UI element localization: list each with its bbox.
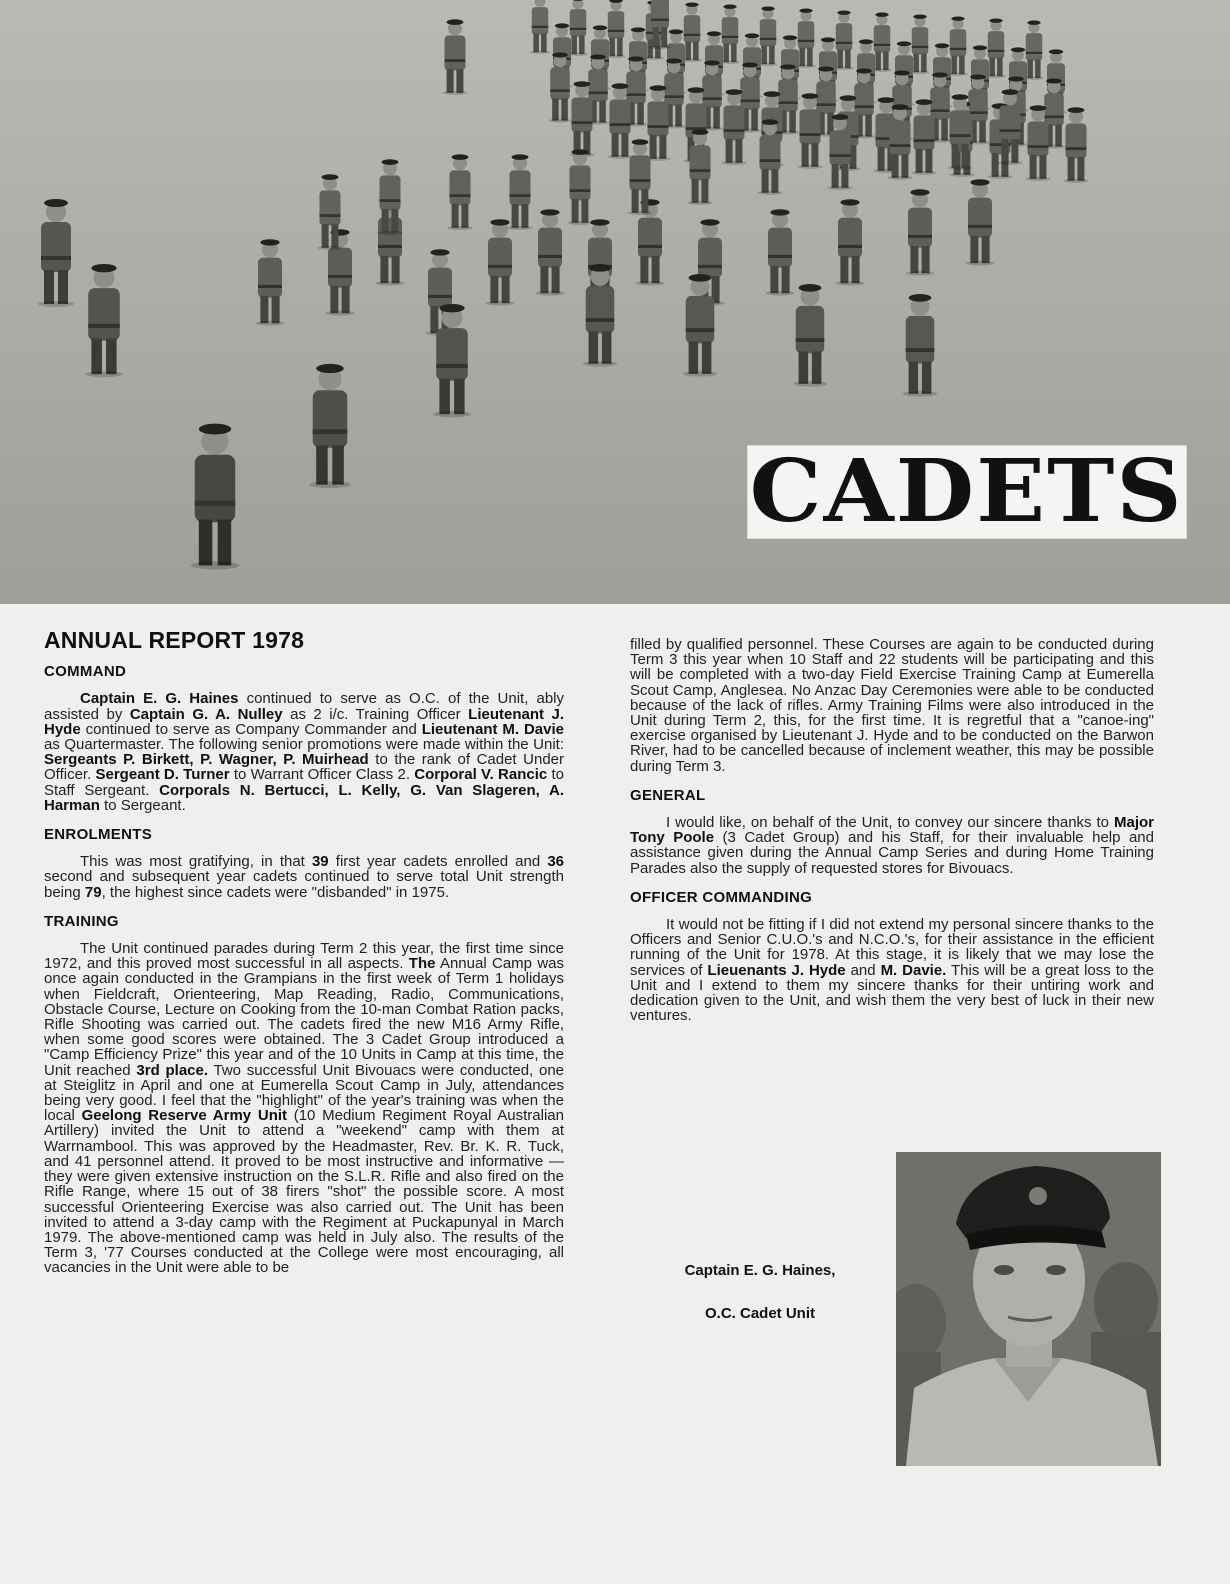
bold-run: M. Davie.: [880, 961, 947, 979]
bold-run: Sergeant D. Turner: [95, 766, 230, 784]
text-run: (10 Medium Regiment Royal Australian Artillery) invited the Unit to attend a "weekend" camp with them at Warrnambool. This was approved by the Headmaster, Rev. Br. K. R. Tuck, and 41 personnel attend. It proved to be most instructive and informative — they were given extensive instruction on the S.L.R. Rifle and also fired on the Rifle Range, where 15 out of 38 firers "shot" the possible score. A most successful Orienteering Exercise was also carried out. The Unit has been invited to attend a 3-day camp with the Regiment at Puckapunyal in March 1979. The above-mentioned camp was held in July also. The results of the Term 3, '77 Courses conducted at the College were most encouraging, all vacancies in the Unit were able to be: [44, 1107, 564, 1277]
text-run: first year cadets enrolled and: [328, 853, 548, 871]
text-run: This was most gratifying, in that: [80, 853, 312, 871]
bold-run: 79: [84, 883, 102, 901]
text-run: to Staff Sergeant.: [44, 766, 565, 799]
training-continued-paragraph: [630, 637, 1154, 774]
bold-run: The: [408, 955, 436, 973]
portrait-caption: [640, 1262, 880, 1348]
text-run: to Sergeant.: [99, 796, 186, 814]
enrolments-heading: ENROLMENTS: [44, 826, 152, 844]
cadets-title-card: [748, 441, 1186, 542]
text-run: second and subsequent year cadets continued to serve total Unit strength being: [44, 868, 564, 901]
bold-run: Geelong Reserve Army Unit: [81, 1107, 288, 1125]
bold-run: Captain E. G. Haines: [80, 690, 239, 708]
officer-commanding-paragraph: [630, 917, 1154, 1023]
bold-run: Corporal V. Rancic: [414, 766, 548, 784]
text-run: The Unit continued parades during Term 2 this year, the first time since 1972, and this proved most successful in all aspects.: [44, 940, 564, 973]
bold-run: Lieutenant J. Hyde: [44, 705, 564, 738]
text-run: This will be a great loss to the Unit and I extend to them my sincere thanks for their untiring work and dedication given to the Unit, and wish them the very best of luck in their new ventures.: [630, 961, 1154, 1025]
officer-commanding-heading: OFFICER COMMANDING: [630, 888, 813, 906]
bold-run: Major Tony Poole: [630, 814, 1154, 847]
text-run: as 2 i/c. Training Officer: [282, 705, 469, 723]
bold-run: Sergeants P. Birkett, P. Wagner, P. Muirhead: [44, 751, 369, 769]
text-run: to Warrant Officer Class 2.: [229, 766, 415, 784]
bold-run: Lieuenants J. Hyde: [707, 961, 846, 979]
training-heading: TRAINING: [44, 912, 119, 930]
bold-run: 39: [311, 853, 329, 871]
text-run: Two successful Unit Bivouacs were conducted, one at Steiglitz in April and one at Eumerella Scout Camp in July, attendances being very good. I feel that the "highlight" of the year's training was when the local: [44, 1061, 565, 1125]
general-paragraph: [630, 815, 1154, 876]
report-heading: ANNUAL REPORT 1978: [44, 627, 305, 653]
text-run: It would not be fitting if I did not extend my personal sincere thanks to the Officers and Senior C.U.O.'s and N.C.O.'s, for their assistance in the efficient running of the Unit for 1978. At this stage, it is likely that we may lose the services of: [630, 916, 1154, 979]
text-run: continued to serve as O.C. of the Unit, ably assisted by: [44, 690, 564, 723]
general-heading: GENERAL: [630, 786, 706, 804]
command-heading: COMMAND: [44, 663, 127, 681]
caption-line-title: O.C. Cadet Unit: [704, 1305, 815, 1322]
caption-line-name: Captain E. G. Haines,: [684, 1262, 836, 1279]
portrait-photo: [896, 1152, 1161, 1466]
text-run: and: [845, 961, 881, 979]
bold-run: 36: [547, 853, 564, 871]
portrait-photo-icon: [896, 1152, 1161, 1466]
command-paragraph: [44, 691, 564, 813]
text-run: Annual Camp was once again conducted in the Grampians in the first week of Term 1 holidays when Fieldcraft, Orienteering, Map Reading, Radio, Communications, Obstacle Course, Lecture on Cooking from the 10-man Combat Ration packs, Rifle Shooting was carried out. The cadets fired the new M16 Army Rifle, when some good scores were obtained. The 3 Cadet Group introduced a "Camp Efficiency Prize" this year and of the 10 Units in Camp at this time, the Unit reached: [44, 955, 564, 1079]
text-run: continued to serve as Company Commander and: [80, 720, 422, 738]
enrolments-paragraph: [44, 854, 564, 900]
left-column: [44, 627, 565, 1277]
cadets-title: CADETS: [749, 441, 1185, 542]
parade-photo: [0, 0, 1230, 604]
text-run: as Quartermaster. The following senior promotions were made within the Unit:: [44, 736, 564, 754]
bold-run: Lieutenant M. Davie: [421, 720, 564, 738]
text-run: (3 Cadet Group) and his Staff, for their invaluable help and assistance given during the Annual Camp Series and during Home Training Parades also the supply of requested stores for Bivouacs.: [630, 829, 1154, 877]
bold-run: Corporals N. Bertucci, L. Kelly, G. Van Slageren, A. Harman: [44, 781, 564, 814]
training-paragraph: [44, 941, 564, 1275]
text-run: filled by qualified personnel. These Courses are again to be conducted during Term 3 this year when 10 Staff and 22 students will be participating and this will be completed with a two-day Field Exercise Training Camp at Eumerella Scout Camp, Anglesea. No Anzac Day Ceremonies were able to be conducted because of the lack of rifles. Army Training Films were also introduced in the Unit during Term 2, this, for the first time. It is regretful that a "canoe-ing" exercise organised by Lieutenant J. Hyde and to be conducted on the Barwon River, had to be cancelled because of inclement weather, this may be possible during Term 3.: [630, 636, 1154, 775]
bold-run: 3rd place.: [136, 1061, 209, 1079]
text-run: , the highest since cadets were "disbanded" in 1975.: [101, 883, 450, 901]
text-run: I would like, on behalf of the Unit, to convey our sincere thanks to: [666, 814, 1114, 832]
bold-run: Captain G. A. Nulley: [129, 705, 283, 723]
text-run: to the rank of Cadet Under Officer.: [44, 751, 565, 784]
right-column: [630, 637, 1154, 1023]
